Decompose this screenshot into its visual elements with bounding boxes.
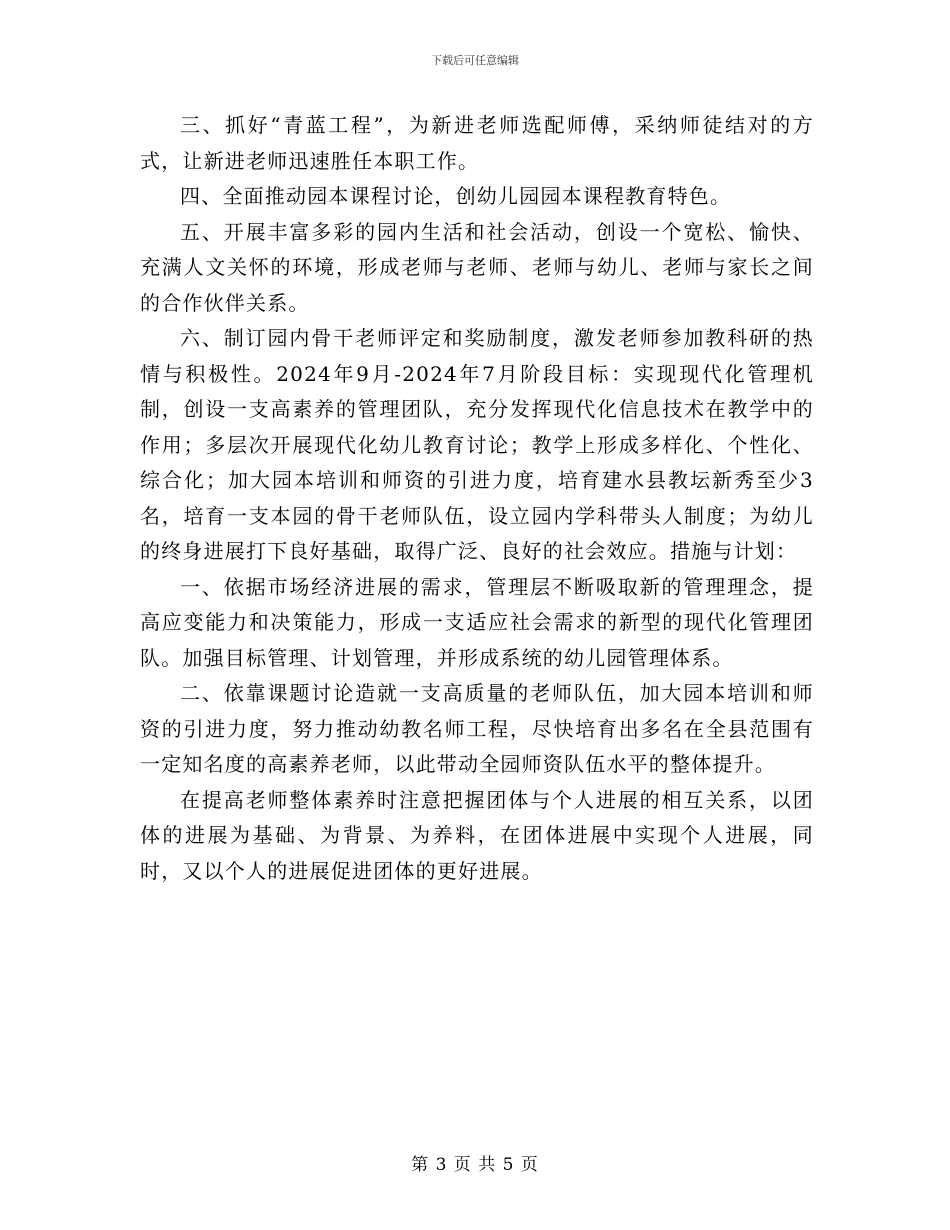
document-body [140, 108, 814, 889]
page-number: 第 3 页 共 5 页 [411, 1155, 539, 1175]
paragraph-qinglan-project: 三、抓好“青蓝工程”，为新进老师选配师傅，采纳师徒结对的方式，让新进老师迅速胜任本职工作。 [140, 113, 814, 173]
paragraph-activities: 五、开展丰富多彩的园内生活和社会活动，创设一个宽松、愉快、充满人文关怀的环境，形成老师与老师、老师与幼儿、老师与家长之间的合作伙伴关系。 [140, 219, 814, 315]
paragraph-teacher-team: 二、依靠课题讨论造就一支高质量的老师队伍，加大园本培训和师资的引进力度，努力推动幼教名师工程，尽快培育出多名在全县范围有一定知名度的高素养老师，以此带动全园师资队伍水平的整体提升。 [140, 681, 814, 776]
paragraph-team-and-individual: 在提高老师整体素养时注意把握团体与个人进展的相互关系，以团体的进展为基础、为背景、为养料，在团体进展中实现个人进展，同时，又以个人的进展促进团体的更好进展。 [140, 787, 814, 883]
paragraph-curriculum: 四、全面推动园本课程讨论，创幼儿园园本课程教育特色。 [180, 184, 732, 208]
paragraph-management: 一、依据市场经济进展的需求，管理层不断吸取新的管理理念，提高应变能力和决策能力，形成一支适应社会需求的新型的现代化管理团队。加强目标管理、计划管理，并形成系统的幼儿园管理体系。 [140, 574, 814, 670]
paragraph-backbone-teachers: 六、制订园内骨干老师评定和奖励制度，激发老师参加教科研的热情与积极性。2024年9月-2024年7月阶段目标：实现现代化管理机制，创设一支高素养的管理团队，充分发挥现代化信息技术在教学中的作用；多层次开展现代化幼儿教育讨论；教学上形成多样化、个性化、综合化；加大园本培训和师资的引进力度，培育建水县教坛新秀至少3名，培育一支本园的骨干老师队伍，设立园内学科带头人制度；为幼儿的终身进展打下良好基础，取得广泛、良好的社会效应。措施与计划： [140, 326, 814, 563]
page-header-note: 下载后可任意编辑 [431, 54, 519, 67]
